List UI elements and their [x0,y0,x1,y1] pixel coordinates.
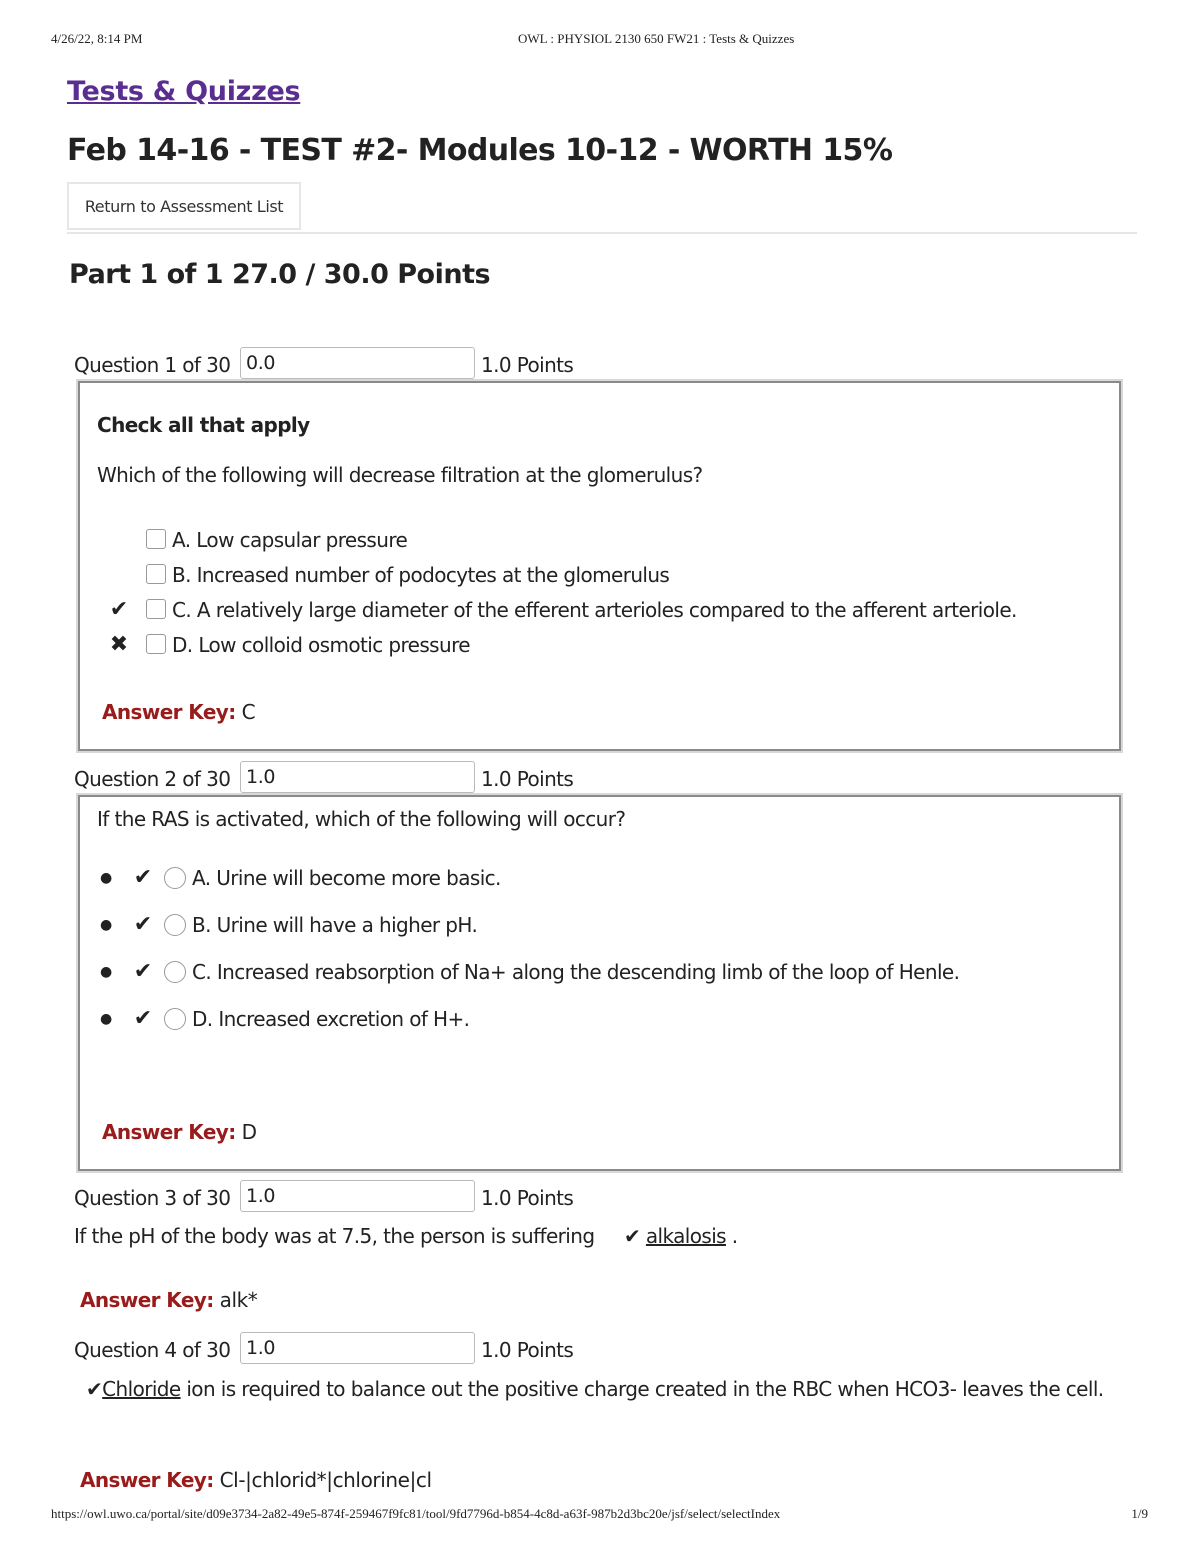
option-row: ● ✔ A. Urine will become more basic. [100,865,501,890]
option-label: A. Urine will become more basic. [192,866,501,890]
answer-key [102,1120,257,1144]
score-input[interactable] [240,1332,475,1364]
option-label: B. Increased number of podocytes at the glomerulus [172,563,670,587]
answer-key-value: Cl-|chlorid*|chlorine|cl [219,1468,432,1492]
answer-key-value: C [241,700,256,724]
check-icon: ✔ [133,959,153,984]
option-label: B. Urine will have a higher pH. [192,913,478,937]
check-icon: ✔ [133,1006,153,1031]
print-datetime: 4/26/22, 8:14 PM [51,31,143,46]
question-points: 1.0 Points [481,353,574,377]
question-box [78,381,1121,751]
option-row [106,526,1106,554]
question-text: If the pH of the body was at 7.5, the person is suffering [74,1224,595,1248]
check-icon: ✔ [109,597,129,622]
question-label: Question 4 of 30 [74,1338,231,1362]
option-radio[interactable] [164,961,186,983]
option-row: ● ✔ C. Increased reabsorption of Na+ along the descending limb of the loop of Henle. [100,959,960,984]
question-text-after: ion is required to balance out the positive charge created in the RBC when HCO3- leaves the cell. [180,1377,1104,1401]
option-radio[interactable] [164,1008,186,1030]
option-checkbox[interactable] [146,529,166,549]
question-label: Question 2 of 30 [74,767,231,791]
option-label: C. A relatively large diameter of the efferent arterioles compared to the afferent arteriole. [172,598,1017,622]
question-prompt: If the RAS is activated, which of the following will occur? [97,807,626,831]
question-points: 1.0 Points [481,767,574,791]
answer-key-value: D [241,1120,257,1144]
return-to-assessment-list-button[interactable]: Return to Assessment List [67,182,301,230]
answer-key-label: Answer Key: [80,1288,214,1312]
answer-key [80,1468,432,1492]
option-row: ● ✔ D. Increased excretion of H+. [100,1006,470,1031]
answer-key-label: Answer Key: [102,700,236,724]
check-icon: ✔ [623,1224,641,1248]
check-icon: ✔ [133,912,153,937]
question-label: Question 1 of 30 [74,353,231,377]
cross-icon: ✖ [109,632,129,657]
blank-answer[interactable]: alkalosis [645,1224,726,1248]
fill-in-blank [86,1377,1104,1401]
option-checkbox[interactable] [146,564,166,584]
print-page-title: OWL : PHYSIOL 2130 650 FW21 : Tests & Quizzes [518,31,795,46]
question-box [78,795,1121,1171]
option-label: D. Increased excretion of H+. [192,1007,470,1031]
answer-key [80,1288,257,1312]
answer-key-value: alk* [219,1288,258,1312]
blank-answer[interactable]: Chloride [102,1377,181,1401]
option-row [106,561,1106,589]
option-row: ● ✔ B. Urine will have a higher pH. [100,912,478,937]
option-checkbox[interactable] [146,634,166,654]
option-radio[interactable] [164,867,186,889]
tests-quizzes-link[interactable]: Tests & Quizzes [67,76,301,107]
question-text-after: . [726,1224,738,1248]
answer-key-label: Answer Key: [80,1468,214,1492]
print-page-number: 1/9 [1131,1506,1148,1521]
option-checkbox[interactable] [146,599,166,619]
part-title: Part 1 of 1 27.0 / 30.0 Points [69,259,491,290]
score-input[interactable] [240,761,475,793]
question-points: 1.0 Points [481,1186,574,1210]
assessment-title: Feb 14-16 - TEST #2- Modules 10-12 - WORTH 15% [67,133,893,168]
answer-key [102,700,255,724]
option-label: C. Increased reabsorption of Na+ along the descending limb of the loop of Henle. [192,960,960,984]
score-input[interactable] [240,1180,475,1212]
option-row [106,596,1106,624]
answer-key-label: Answer Key: [102,1120,236,1144]
check-icon: ✔ [86,1377,103,1401]
check-icon: ✔ [133,865,153,890]
option-radio[interactable] [164,914,186,936]
question-points: 1.0 Points [481,1338,574,1362]
option-label: A. Low capsular pressure [172,528,408,552]
nav-bar [67,182,1137,234]
question-label: Question 3 of 30 [74,1186,231,1210]
option-label: D. Low colloid osmotic pressure [172,633,470,657]
print-url: https://owl.uwo.ca/portal/site/d09e3734-2a82-49e5-874f-259467f9fc81/tool/9fd7796d-b854-4c8d-a63f-987b2d3bc20e/jsf/select/selectIndex [51,1506,781,1521]
option-row [106,631,1106,659]
question-prompt: Which of the following will decrease filtration at the glomerulus? [97,463,703,487]
fill-in-blank [74,1224,738,1248]
score-input[interactable] [240,347,475,379]
question-instruction: Check all that apply [97,413,310,437]
